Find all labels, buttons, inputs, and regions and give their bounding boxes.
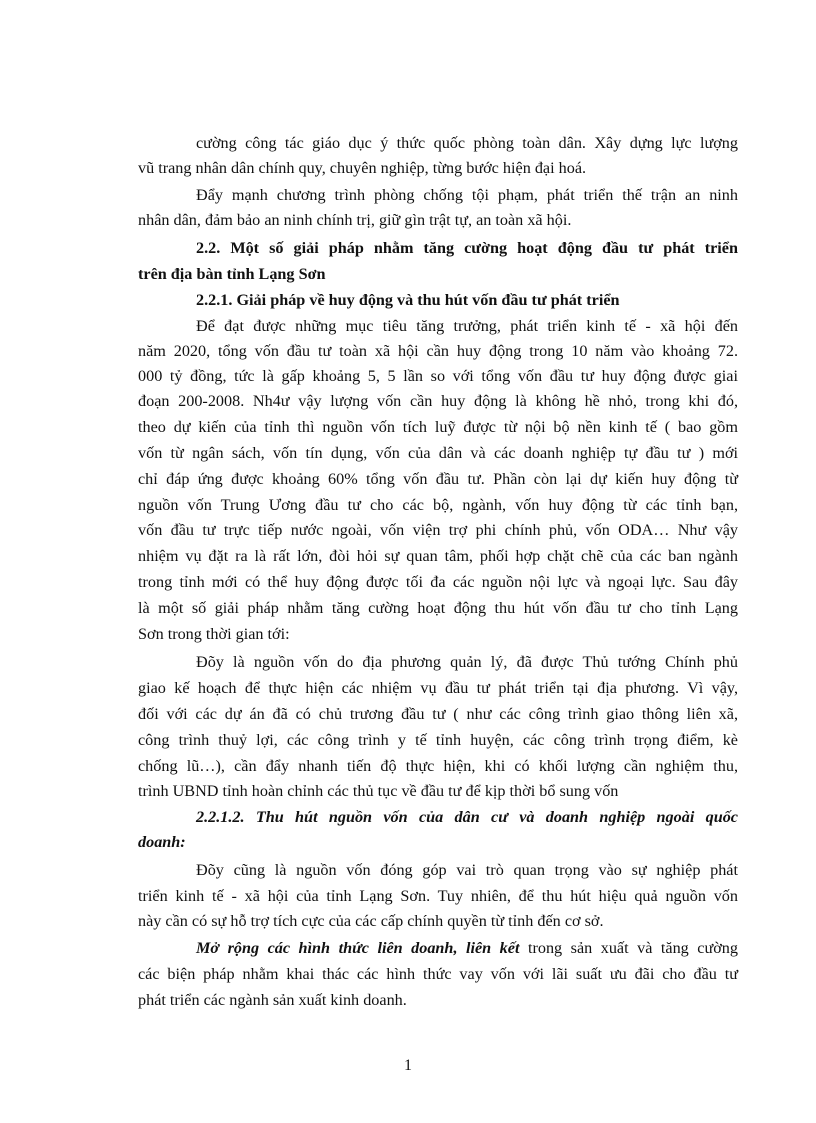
paragraph-line: trình UBND tỉnh hoàn chỉnh các thủ tục về đầu tư để kịp thời bổ sung vốn	[138, 782, 619, 800]
emphasis-text: Mở rộng các hình thức liên doanh, liên kết	[196, 939, 520, 957]
paragraph-line: Đõy là nguồn vốn do địa phương quản lý, đã được Thủ tướng Chính phủ	[196, 653, 738, 671]
paragraph-line: triển kinh tế - xã hội của tỉnh Lạng Sơn. Tuy nhiên, để thu hút hiệu quả nguồn vốn	[138, 887, 738, 905]
paragraph-line: phát triển các ngành sản xuất kinh doanh.	[138, 991, 407, 1009]
paragraph-line: vốn từ ngân sách, vốn tín dụng, vốn của dân và các doanh nghiệp tự đầu tư ) mới	[138, 444, 738, 462]
paragraph-line: đối với các dự án đã có chủ trương đầu tư ( như các công trình giao thông liên xã,	[138, 705, 738, 723]
paragraph-line: Sơn trong thời gian tới:	[138, 625, 290, 643]
paragraph-line: vũ trang nhân dân chính quy, chuyên nghiệp, từng bước hiện đại hoá.	[138, 159, 587, 177]
paragraph-line: nhân dân, đảm bảo an ninh chính trị, giữ gìn trật tự, an toàn xã hội.	[138, 211, 572, 229]
paragraph-line: là một số giải pháp nhằm tăng cường hoạt động thu hút vốn đầu tư cho tỉnh Lạng	[138, 599, 738, 617]
paragraph-line: trong tỉnh mới có thể huy động được tối đa các nguồn nội lực và ngoại lực. Sau đây	[138, 573, 738, 591]
paragraph-line: Đẩy mạnh chương trình phòng chống tội phạm, phát triển thế trận an ninh	[196, 186, 738, 204]
section-heading: trên địa bàn tỉnh Lạng Sơn	[138, 265, 326, 283]
page-number: 1	[404, 1057, 412, 1074]
section-heading: 2.2. Một số giải pháp nhằm tăng cường hoạt động đầu tư phát triển	[196, 239, 738, 257]
paragraph-line: nhiệm vụ đặt ra là rất lớn, đòi hỏi sự quan tâm, phối hợp chặt chẽ của các ban ngành	[138, 547, 738, 565]
paragraph-line: Đõy cũng là nguồn vốn đóng góp vai trò quan trọng vào sự nghiệp phát	[196, 861, 738, 879]
subsection-heading: 2.2.1.2. Thu hút nguồn vốn của dân cư và doanh nghiệp ngoài quốc	[196, 808, 738, 826]
paragraph-line: theo dự kiến của tỉnh thì nguồn vốn tích luỹ được từ nội bộ nền kinh tế ( bao gồm	[138, 418, 738, 436]
paragraph-line: giao kế hoạch để thực hiện các nhiệm vụ đầu tư phát triển tại địa phương. Vì vậy,	[138, 679, 738, 697]
paragraph-line: cường công tác giáo dục ý thức quốc phòng toàn dân. Xây dựng lực lượng	[196, 134, 738, 152]
paragraph-text: trong sản xuất và tăng cường	[519, 939, 738, 957]
paragraph-line	[196, 938, 738, 958]
paragraph-line: Để đạt được những mục tiêu tăng trưởng, phát triển kinh tế - xã hội đến	[196, 317, 738, 335]
paragraph-line: các biện pháp nhằm khai thác các hình thức vay vốn với lãi suất ưu đãi cho đầu tư	[138, 965, 738, 983]
paragraph-line: này cần có sự hỗ trợ tích cực của các cấp chính quyền từ tỉnh đến cơ sở.	[138, 912, 604, 930]
paragraph-line: nguồn vốn Trung Ương đầu tư cho các bộ, ngành, vốn huy động từ các tỉnh bạn,	[138, 496, 738, 514]
paragraph-line: công trình thuỷ lợi, các công trình y tế tỉnh huyện, các công trình trọng điểm, kè	[138, 731, 738, 749]
paragraph-line: vốn đầu tư trực tiếp nước ngoài, vốn viện trợ phi chính phủ, vốn ODA… Như vậy	[138, 521, 738, 539]
paragraph-line: chỉ đáp ứng được khoảng 60% tổng vốn đầu tư. Phần còn lại dự kiến huy động từ	[138, 470, 738, 488]
subsection-heading: doanh:	[138, 833, 186, 851]
paragraph-line: chống lũ…), cần đẩy nhanh tiến độ thực hiện, khi có khối lượng cần nghiệm thu,	[138, 757, 738, 775]
paragraph-line: 000 tỷ đồng, tức là gấp khoảng 5, 5 lần so với tổng vốn đầu tư huy động được giai	[138, 367, 738, 385]
paragraph-line: đoạn 200-2008. Nh4ư vậy lượng vốn cần huy động là không hề nhỏ, trong khi đó,	[138, 392, 738, 410]
subsection-heading: 2.2.1. Giải pháp về huy động và thu hút vốn đầu tư phát triển	[196, 291, 620, 309]
paragraph-line: năm 2020, tổng vốn đầu tư toàn xã hội cần huy động trong 10 năm vào khoảng 72.	[138, 342, 738, 360]
